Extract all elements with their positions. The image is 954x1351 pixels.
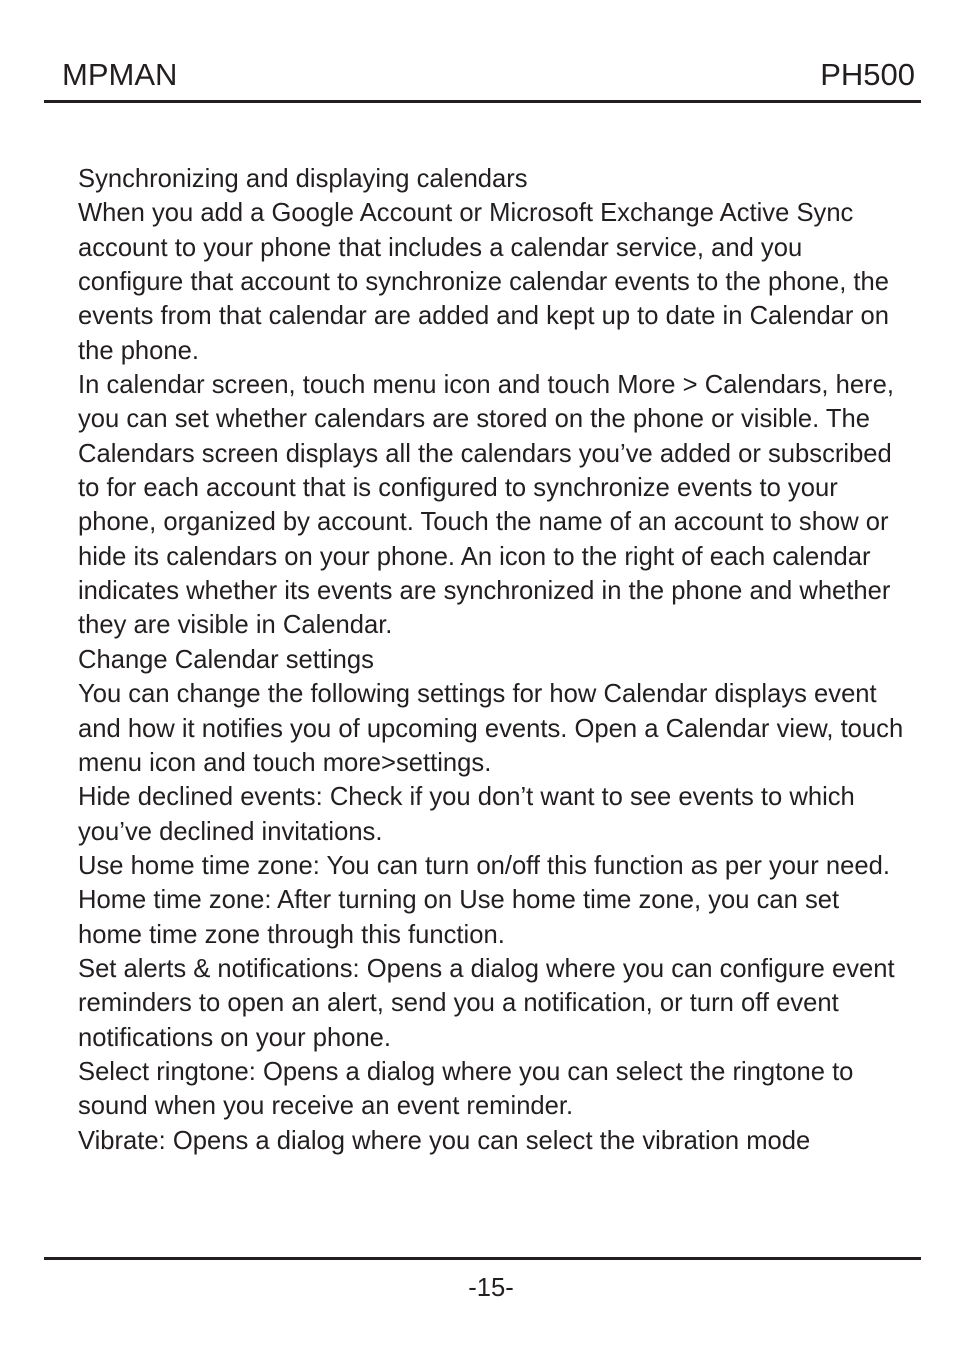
- paragraph-vibrate: Vibrate: Opens a dialog where you can select the vibration mode: [78, 1126, 811, 1155]
- paragraph-home-time-zone: Home time zone: After turning on Use home time zone, you can set home time zone through this function.: [78, 886, 840, 949]
- paragraph-use-home-time-zone: Use home time zone: You can turn on/off this function as per your need.: [78, 851, 890, 880]
- paragraph-alerts-notifications: Set alerts & notifications: Opens a dialog where you can configure event reminders to open an alert, send you a notification, or turn off event notifications on your phone.: [78, 954, 895, 1052]
- section-heading-settings: Change Calendar settings: [78, 645, 374, 674]
- page-number: -15-: [468, 1274, 514, 1302]
- paragraph-settings-intro: You can change the following settings for how Calendar displays event and how it notifies you of upcoming events. Open a Calendar view, touch menu icon and touch more>settings.: [78, 680, 904, 777]
- paragraph-select-ringtone: Select ringtone: Opens a dialog where you can select the ringtone to sound when you receive an event reminder.: [78, 1057, 854, 1121]
- paragraph-sync-accounts: When you add a Google Account or Microsoft Exchange Active Sync account to your phone that includes a calendar service, and you configure that account to synchronize calendar events to the phone, the events from that calendar are added and kept up to date in Calendar on the phone.: [78, 199, 890, 365]
- model-name: PH500: [820, 57, 915, 92]
- paragraph-hide-declined: Hide declined events: Check if you don’t want to see events to which you’ve declined invitations.: [78, 783, 855, 846]
- section-heading-sync: Synchronizing and displaying calendars: [78, 165, 528, 193]
- page-body: [78, 162, 908, 1158]
- brand-name: MPMAN: [62, 57, 178, 92]
- footer-divider: [44, 1257, 921, 1260]
- page-header: [44, 52, 921, 103]
- paragraph-calendars-screen: In calendar screen, touch menu icon and touch More > Calendars, here, you can set whether calendars are stored on the phone or visible. The Calendars screen displays all the calendars you’ve added or subscribed to for each account that is configured to synchronize events to your phone, organized by account. Touch the name of an account to show or hide its calendars on your phone. An icon to the right of each calendar indicates whether its events are synchronized in the phone and whether they are visible in Calendar.: [78, 371, 894, 640]
